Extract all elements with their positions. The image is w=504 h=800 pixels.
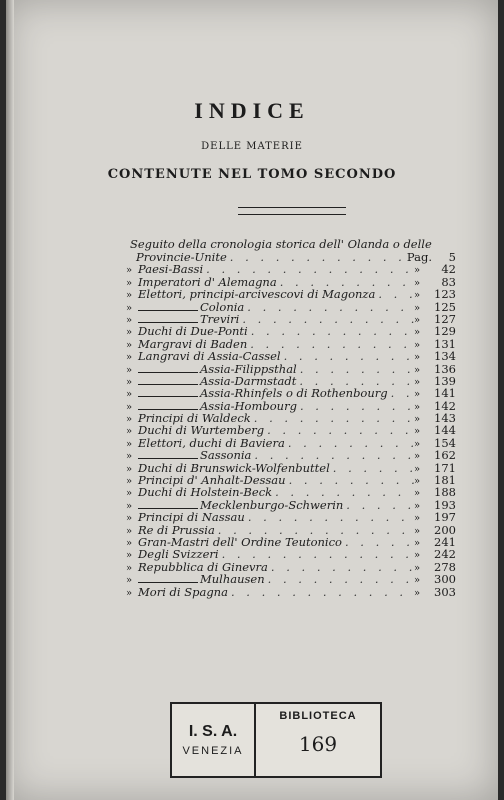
- guillemet-mark: »: [126, 587, 133, 599]
- guillemet-mark: »: [414, 352, 421, 364]
- leader-dots: [251, 412, 414, 425]
- toc-entry-label: Mulhausen: [200, 572, 265, 587]
- guillemet-mark: »: [414, 426, 421, 438]
- guillemet-mark: »: [126, 463, 133, 475]
- toc-entry-label: Degli Svizzeri: [138, 547, 219, 562]
- ditto-dash: [138, 384, 198, 385]
- toc-row: [126, 424, 456, 436]
- guillemet-mark: »: [414, 438, 421, 450]
- toc-row: [126, 486, 456, 498]
- toc-page-number: 136: [434, 361, 456, 376]
- toc-entry-label: Duchi di Due-Ponti: [138, 324, 248, 339]
- guillemet-mark: »: [126, 277, 133, 289]
- toc-row: [126, 387, 456, 399]
- leader-dots: [228, 586, 414, 599]
- ditto-dash: [138, 458, 198, 459]
- toc-entry-label: Paesi-Bassi: [138, 262, 204, 277]
- toc-page-number: 134: [434, 349, 456, 364]
- guillemet-mark: »: [414, 550, 421, 562]
- guillemet-mark: »: [126, 352, 133, 364]
- toc-page-number: 129: [434, 324, 456, 339]
- guillemet-mark: »: [414, 389, 421, 401]
- leader-dots: [285, 437, 414, 450]
- toc-page-number: 197: [434, 510, 456, 525]
- toc-page-number: 144: [434, 423, 456, 438]
- toc-page-number: 141: [434, 386, 456, 401]
- toc-entry-label: Principi di Waldeck: [138, 411, 251, 426]
- toc-entry-label: Sassonia: [200, 448, 252, 463]
- leader-dots: [330, 462, 414, 475]
- toc-entry-label: Elettori, duchi di Baviera: [138, 435, 285, 450]
- toc-entry-label: Principi di Nassau: [138, 510, 245, 525]
- toc-page-number: 42: [441, 262, 456, 277]
- guillemet-mark: »: [126, 389, 133, 401]
- toc-row: [126, 573, 456, 585]
- page-title: INDICE: [194, 98, 310, 123]
- guillemet-mark: »: [414, 414, 421, 426]
- toc-intro-line2: Provincie-Unite: [136, 250, 227, 264]
- toc-page-number: 5: [448, 250, 456, 264]
- guillemet-mark: »: [414, 327, 421, 339]
- ditto-dash: [138, 508, 198, 509]
- stamp-left: [172, 704, 256, 776]
- toc-entry-label: Mori di Spagna: [138, 584, 228, 599]
- ditto-dash: [138, 409, 198, 410]
- toc-row: [126, 586, 456, 598]
- toc-page-number: 154: [434, 435, 456, 450]
- library-stamp: [170, 702, 382, 778]
- guillemet-mark: »: [126, 500, 133, 512]
- ditto-dash: [138, 582, 198, 583]
- toc-entry-label: Colonia: [200, 299, 245, 314]
- subtitle-tomo: CONTENUTE NEL TOMO SECONDO: [107, 167, 397, 182]
- toc-row: [126, 449, 456, 461]
- leader-dots: [245, 511, 414, 524]
- guillemet-mark: »: [414, 265, 421, 277]
- guillemet-mark: »: [126, 476, 133, 488]
- guillemet-mark: »: [414, 277, 421, 289]
- toc-page-number: 300: [434, 572, 456, 587]
- toc-entry-label: Repubblica di Ginevra: [138, 559, 268, 574]
- guillemet-mark: »: [126, 314, 133, 326]
- toc-entry-label: Langravi di Assia-Cassel: [138, 349, 281, 364]
- leader-dots: [297, 363, 414, 376]
- guillemet-mark: »: [126, 451, 133, 463]
- toc-page-number: 143: [434, 411, 456, 426]
- toc-page-number: 242: [434, 547, 456, 562]
- guillemet-mark: »: [126, 265, 133, 277]
- guillemet-mark: »: [414, 513, 421, 525]
- toc-row: [126, 561, 456, 573]
- toc-entry-label: Imperatori d' Alemagna: [138, 274, 277, 289]
- toc-entry-label: Mecklenburgo-Schwerin: [200, 497, 344, 512]
- toc-entry-label: Assia-Filippsthal: [200, 361, 297, 376]
- toc-page-number: 162: [434, 448, 456, 463]
- toc-page-number: 127: [434, 311, 456, 326]
- decorative-rule: [238, 207, 346, 215]
- guillemet-mark: »: [414, 376, 421, 388]
- leader-dots: [264, 424, 414, 437]
- guillemet-mark: »: [414, 537, 421, 549]
- toc-page-number: 125: [434, 299, 456, 314]
- leader-dots: [286, 474, 414, 487]
- ditto-dash: [138, 396, 198, 397]
- leader-dots: [342, 536, 414, 549]
- toc-entry-label: Duchi di Holstein-Beck: [138, 485, 273, 500]
- toc-entry-label: Margravi di Baden: [138, 336, 248, 351]
- leader-dots: [248, 325, 414, 338]
- guillemet-mark: »: [126, 401, 133, 413]
- stamp-biblioteca: BIBLIOTECA: [279, 710, 357, 722]
- toc-page-number: 171: [434, 460, 456, 475]
- guillemet-mark: »: [414, 463, 421, 475]
- guillemet-mark: »: [414, 562, 421, 574]
- guillemet-mark: »: [126, 426, 133, 438]
- toc-page-number: 303: [434, 584, 456, 599]
- toc-entry-label: Assia-Rhinfels o di Rothenbourg: [200, 386, 388, 401]
- leader-dots: [297, 400, 414, 413]
- toc-entry-label: Assia-Hombourg: [200, 398, 297, 413]
- toc-page-number: 83: [441, 274, 456, 289]
- toc-page-number: 188: [434, 485, 456, 500]
- toc-page-number: 193: [434, 497, 456, 512]
- guillemet-mark: »: [414, 364, 421, 376]
- toc-row: [126, 350, 456, 362]
- leader-dots: [244, 301, 414, 314]
- subtitle-materie: DELLE MATERIE: [201, 141, 303, 152]
- toc-entry-label: Gran-Mastri dell' Ordine Teutonico: [138, 534, 342, 549]
- ditto-dash: [138, 322, 198, 323]
- guillemet-mark: »: [126, 438, 133, 450]
- leader-dots: [227, 251, 407, 264]
- guillemet-mark: »: [126, 414, 133, 426]
- toc-row: [126, 548, 456, 560]
- toc-row: [126, 325, 456, 337]
- toc-pag-label: Pag.: [406, 250, 432, 264]
- guillemet-mark: »: [414, 476, 421, 488]
- toc-page-number: 200: [434, 522, 456, 537]
- leader-dots: [388, 387, 414, 400]
- leader-dots: [239, 313, 414, 326]
- guillemet-mark: »: [126, 376, 133, 388]
- toc-row: [126, 263, 456, 275]
- toc-row: [126, 437, 456, 449]
- toc-entry-label: Duchi di Wurtemberg: [138, 423, 265, 438]
- leader-dots: [281, 350, 414, 363]
- guillemet-mark: »: [414, 587, 421, 599]
- book-page: [6, 0, 498, 800]
- ditto-dash: [138, 372, 198, 373]
- toc-entry-label: Duchi di Brunswick-Wolfenbuttel: [138, 460, 330, 475]
- toc-page-number: 139: [434, 373, 456, 388]
- guillemet-mark: »: [414, 525, 421, 537]
- guillemet-mark: »: [414, 339, 421, 351]
- stamp-number: 169: [298, 732, 338, 756]
- toc-entry-label: Re di Prussia: [138, 522, 215, 537]
- toc-intro-line1: Seguito della cronologia storica dell' Olanda o delle: [130, 237, 432, 251]
- guillemet-mark: »: [126, 302, 133, 314]
- stamp-right: [256, 704, 380, 776]
- leader-dots: [265, 573, 414, 586]
- stamp-isa: I. S. A.: [188, 723, 238, 740]
- toc-entry-label: Principi d' Anhalt-Dessau: [138, 473, 286, 488]
- guillemet-mark: »: [414, 302, 421, 314]
- toc-entry-label: Elettori, principi-arcivescovi di Magonza: [138, 287, 376, 302]
- toc-page-number: 142: [434, 398, 456, 413]
- guillemet-mark: »: [126, 575, 133, 587]
- toc-entry-label: Assia-Darmstadt: [200, 373, 297, 388]
- table-of-contents: [126, 238, 456, 598]
- toc-row: [126, 301, 456, 313]
- toc-page-number: 181: [434, 473, 456, 488]
- toc-page-number: 123: [434, 287, 456, 302]
- guillemet-mark: »: [126, 488, 133, 500]
- guillemet-mark: »: [414, 575, 421, 587]
- toc-row: [126, 511, 456, 523]
- guillemet-mark: »: [126, 339, 133, 351]
- toc-entries: [126, 263, 456, 598]
- guillemet-mark: »: [414, 500, 421, 512]
- guillemet-mark: »: [126, 562, 133, 574]
- toc-entry-label: Treviri: [200, 311, 240, 326]
- leader-dots: [268, 561, 414, 574]
- guillemet-mark: »: [414, 451, 421, 463]
- guillemet-mark: »: [126, 550, 133, 562]
- guillemet-mark: »: [126, 513, 133, 525]
- guillemet-mark: »: [126, 364, 133, 376]
- guillemet-mark: »: [126, 327, 133, 339]
- toc-row: [126, 288, 456, 300]
- toc-page-number: 241: [434, 534, 456, 549]
- ditto-dash: [138, 310, 198, 311]
- leader-dots: [375, 288, 414, 301]
- guillemet-mark: »: [126, 525, 133, 537]
- toc-page-number: 131: [434, 336, 456, 351]
- guillemet-mark: »: [414, 488, 421, 500]
- leader-dots: [343, 499, 414, 512]
- guillemet-mark: »: [126, 290, 133, 302]
- stamp-venezia: VENEZIA: [182, 745, 244, 757]
- guillemet-mark: »: [414, 314, 421, 326]
- toc-page-number: 278: [434, 559, 456, 574]
- guillemet-mark: »: [126, 537, 133, 549]
- guillemet-mark: »: [414, 290, 421, 302]
- guillemet-mark: »: [414, 401, 421, 413]
